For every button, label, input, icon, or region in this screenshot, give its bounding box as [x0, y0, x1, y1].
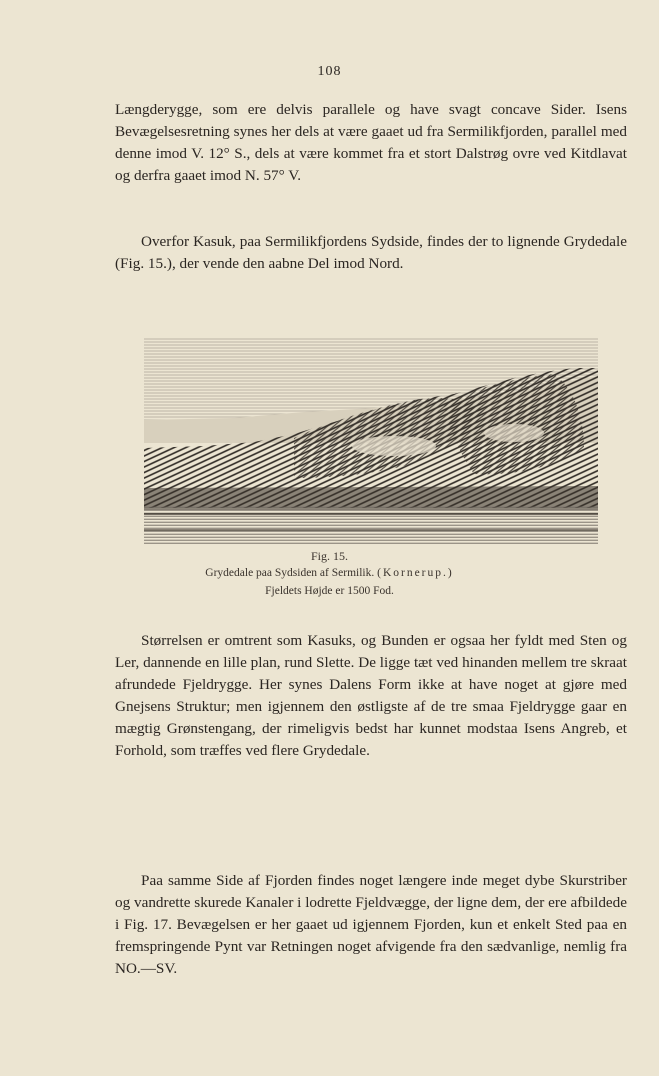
engraving-svg	[144, 338, 598, 544]
paragraph-4: Paa samme Side af Fjorden findes noget længere inde meget dybe Skurstriber og vandrette skurede Kanaler i lodrette Fjeldvægge, der ligne dem, der ere afbildede i Fig. 17. Bevægelsen er her gaaet ud igjennem Fjorden, kun et enkelt Sted paa en fremspringende Pynt var Retningen noget afvigende fra den sædvanlige, nemlig fra NO.—SV.	[115, 872, 627, 977]
figure-height-note: Fjeldets Højde er 1500 Fod.	[265, 585, 394, 597]
paragraph-2: Overfor Kasuk, paa Sermilikfjordens Sydside, findes der to lignende Grydedale (Fig. 15.), der vende den aabne Del imod Nord.	[115, 233, 627, 272]
figure-caption	[0, 565, 659, 581]
paragraph-1: Længderygge, som ere delvis parallele og have svagt concave Sider. Isens Bevægelsesretning synes her dels at være gaaet ud fra Sermilikfjorden, parallel med denne imod V. 12° S., dels at være kommet fra et stort Dalstrøg ovre ved Kitdlavat og derfra gaaet imod N. 57° V.	[115, 101, 627, 184]
caption-author: (Kornerup.)	[377, 567, 454, 579]
valley-floor-1	[352, 436, 436, 456]
valley-floor-2	[484, 424, 544, 442]
figure-illustration	[144, 338, 598, 544]
caption-text: Grydedale paa Sydsiden af Sermilik.	[205, 567, 375, 579]
paragraph-3: Størrelsen er omtrent som Kasuks, og Bunden er ogsaa her fyldt med Sten og Ler, dannende en lille plan, rund Slette. De ligge tæt ved hinanden mellem tre skraat afrundede Fjeldrygge. Her synes Dalens Form ikke at have noget at gjøre med Gnejsens Struktur; men igjennem den østligste af de tre smaa Fjeldrygge gaar en mægtig Grønstengang, der rimeligvis bedst har kunnet modstaa Isens Angreb, et Forhold, som træffes ved flere Grydedale.	[115, 632, 627, 759]
fjord-water	[144, 506, 598, 544]
page-number: 108	[317, 64, 342, 79]
figure-label: Fig. 15.	[310, 549, 348, 563]
